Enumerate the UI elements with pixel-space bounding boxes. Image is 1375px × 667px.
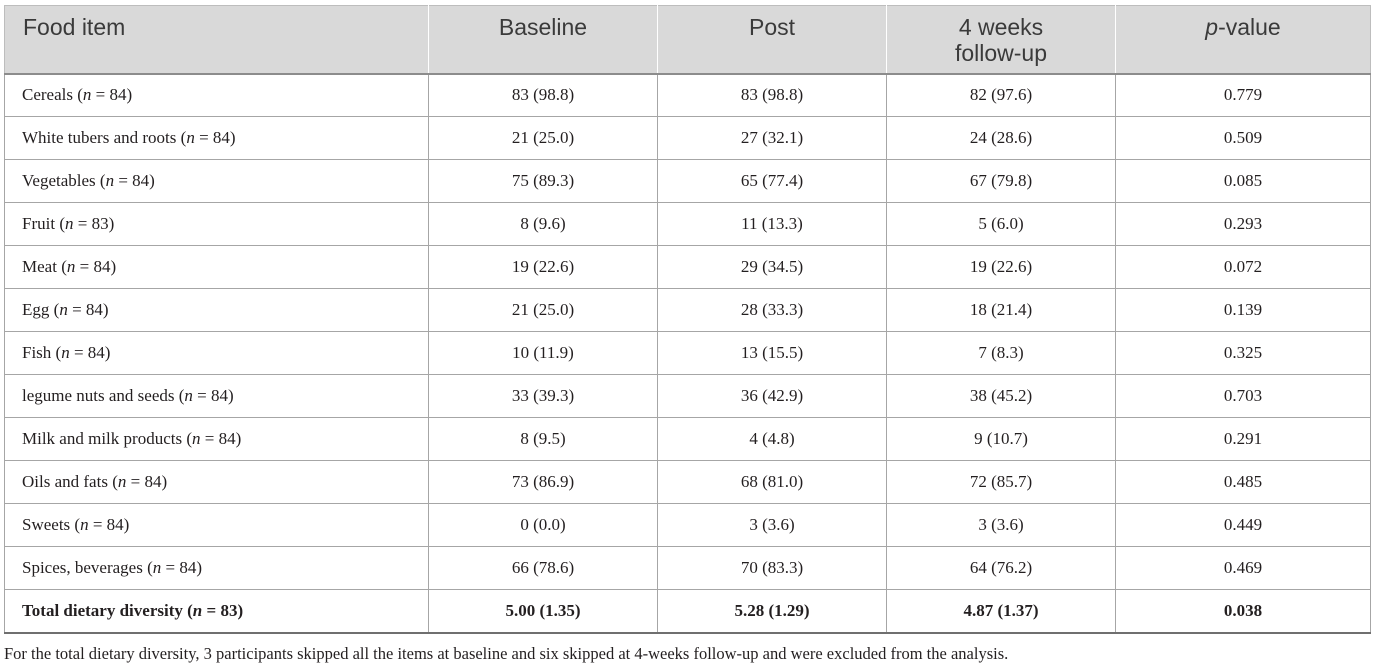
food-item-cell: [5, 117, 429, 160]
post-cell: 36 (42.9): [658, 375, 887, 418]
baseline-cell: 5.00 (1.35): [429, 590, 658, 633]
post-cell: 83 (98.8): [658, 74, 887, 117]
baseline-cell: 83 (98.8): [429, 74, 658, 117]
sample-size-open: (: [174, 386, 185, 405]
post-cell: 11 (13.3): [658, 203, 887, 246]
food-item-cell: [5, 246, 429, 289]
dietary-diversity-table: [4, 5, 1371, 634]
followup-cell: 64 (76.2): [887, 547, 1116, 590]
followup-cell: 82 (97.6): [887, 74, 1116, 117]
baseline-cell: 33 (39.3): [429, 375, 658, 418]
baseline-cell: 21 (25.0): [429, 117, 658, 160]
sample-size-value: = 84): [194, 128, 236, 147]
food-item-label: legume nuts and seeds: [22, 386, 175, 405]
header-pvalue-rest: -value: [1218, 14, 1281, 40]
baseline-cell: 8 (9.6): [429, 203, 658, 246]
sample-size-value: = 84): [75, 257, 117, 276]
followup-cell: 5 (6.0): [887, 203, 1116, 246]
sample-size-value: = 84): [114, 171, 155, 190]
sample-size-open: (: [142, 558, 153, 577]
followup-cell: 7 (8.3): [887, 332, 1116, 375]
food-item-label: Sweets: [22, 515, 71, 534]
post-cell: 4 (4.8): [658, 418, 887, 461]
food-item-cell: [5, 289, 429, 332]
sample-size-open: (: [182, 600, 193, 620]
pvalue-cell: 0.085: [1116, 160, 1371, 203]
sample-size-open: (: [49, 300, 60, 319]
sample-size-open: (: [72, 85, 83, 105]
followup-cell: 72 (85.7): [887, 461, 1116, 504]
followup-cell: 38 (45.2): [887, 375, 1116, 418]
pvalue-cell: 0.469: [1116, 547, 1371, 590]
post-cell: 3 (3.6): [658, 504, 887, 547]
sample-size-open: (: [107, 472, 118, 491]
followup-cell: 9 (10.7): [887, 418, 1116, 461]
total-row: [5, 590, 1371, 633]
pvalue-cell: 0.703: [1116, 375, 1371, 418]
food-item-label: Vegetables: [22, 171, 96, 190]
food-item-cell: [5, 547, 429, 590]
post-cell: 27 (32.1): [658, 117, 887, 160]
header-followup: [887, 6, 1116, 74]
sample-size-variable: n: [59, 300, 68, 319]
pvalue-cell: 0.449: [1116, 504, 1371, 547]
table-row: [5, 418, 1371, 461]
pvalue-cell: 0.779: [1116, 74, 1371, 117]
sample-size-value: = 84): [200, 429, 242, 448]
header-pvalue-italic: p: [1205, 14, 1219, 40]
sample-size-value: = 84): [161, 558, 203, 577]
food-item-label: Fruit: [22, 214, 56, 233]
sample-size-value: = 84): [91, 85, 133, 105]
followup-cell: 18 (21.4): [887, 289, 1116, 332]
pvalue-cell: 0.293: [1116, 203, 1371, 246]
food-item-label: Fish: [22, 343, 52, 362]
baseline-cell: 21 (25.0): [429, 289, 658, 332]
table-row: [5, 160, 1371, 203]
table-row: [5, 203, 1371, 246]
followup-cell: 19 (22.6): [887, 246, 1116, 289]
food-item-cell: [5, 203, 429, 246]
followup-cell: 4.87 (1.37): [887, 590, 1116, 633]
table-body: [5, 74, 1371, 633]
sample-size-variable: n: [64, 214, 74, 233]
sample-size-variable: n: [117, 472, 127, 491]
sample-size-variable: n: [66, 257, 76, 276]
post-cell: 13 (15.5): [658, 332, 887, 375]
baseline-cell: 8 (9.5): [429, 418, 658, 461]
table-footnote: For the total dietary diversity, 3 participants skipped all the items at baseline and six skipped at 4-weeks follow-up and were excluded from the analysis.: [4, 644, 1009, 663]
header-followup-line2: follow-up: [954, 40, 1048, 66]
sample-size-variable: n: [152, 558, 162, 577]
sample-size-open: (: [70, 515, 81, 534]
pvalue-cell: 0.485: [1116, 461, 1371, 504]
sample-size-open: (: [56, 257, 67, 276]
sample-size-variable: n: [192, 600, 203, 620]
post-cell: 5.28 (1.29): [658, 590, 887, 633]
baseline-cell: 66 (78.6): [429, 547, 658, 590]
food-item-label: Oils and fats: [22, 472, 108, 491]
food-item-label: Cereals: [22, 85, 73, 105]
post-cell: 28 (33.3): [658, 289, 887, 332]
sample-size-value: = 84): [69, 343, 111, 362]
food-item-label: Egg: [22, 300, 50, 319]
baseline-cell: 10 (11.9): [429, 332, 658, 375]
table-row: [5, 74, 1371, 117]
pvalue-cell: 0.291: [1116, 418, 1371, 461]
sample-size-open: (: [176, 128, 187, 147]
baseline-cell: 73 (86.9): [429, 461, 658, 504]
pvalue-cell: 0.509: [1116, 117, 1371, 160]
food-item-cell: [5, 504, 429, 547]
post-cell: 70 (83.3): [658, 547, 887, 590]
sample-size-value: = 84): [192, 386, 234, 405]
sample-size-variable: n: [80, 515, 89, 534]
food-item-cell: [5, 160, 429, 203]
food-item-label: Milk and milk products: [22, 429, 183, 448]
sample-size-value: = 84): [88, 515, 130, 534]
sample-size-open: (: [51, 343, 62, 362]
sample-size-open: (: [95, 171, 106, 190]
food-item-cell: [5, 375, 429, 418]
pvalue-cell: 0.072: [1116, 246, 1371, 289]
sample-size-open: (: [182, 429, 192, 448]
header-food-item: Food item: [5, 6, 429, 74]
table-row: [5, 332, 1371, 375]
sample-size-variable: n: [192, 429, 201, 448]
header-baseline: Baseline: [429, 6, 658, 74]
table-row: [5, 461, 1371, 504]
pvalue-cell: 0.038: [1116, 590, 1371, 633]
baseline-cell: 75 (89.3): [429, 160, 658, 203]
post-cell: 65 (77.4): [658, 160, 887, 203]
table-row: [5, 547, 1371, 590]
sample-size-variable: n: [82, 85, 92, 105]
post-cell: 68 (81.0): [658, 461, 887, 504]
food-item-label: Total dietary diversity: [22, 600, 183, 620]
sample-size-value: = 83): [73, 214, 115, 233]
baseline-cell: 0 (0.0): [429, 504, 658, 547]
pvalue-cell: 0.325: [1116, 332, 1371, 375]
sample-size-value: = 84): [126, 472, 168, 491]
food-item-cell: [5, 590, 429, 633]
dietary-diversity-table-container: [4, 5, 1370, 634]
post-cell: 29 (34.5): [658, 246, 887, 289]
sample-size-variable: n: [105, 171, 115, 190]
food-item-label: Spices, beverages: [22, 558, 143, 577]
followup-cell: 3 (3.6): [887, 504, 1116, 547]
baseline-cell: 19 (22.6): [429, 246, 658, 289]
header-post: Post: [658, 6, 887, 74]
table-row: [5, 117, 1371, 160]
table-header: [5, 6, 1371, 74]
header-pvalue: [1116, 6, 1371, 74]
header-followup-line1: 4 weeks: [958, 14, 1044, 40]
followup-cell: 24 (28.6): [887, 117, 1116, 160]
sample-size-open: (: [55, 214, 65, 233]
table-row: [5, 289, 1371, 332]
pvalue-cell: 0.139: [1116, 289, 1371, 332]
table-row: [5, 375, 1371, 418]
food-item-cell: [5, 418, 429, 461]
table-row: [5, 246, 1371, 289]
sample-size-value: = 83): [202, 600, 244, 620]
food-item-label: White tubers and roots: [22, 128, 177, 147]
table-row: [5, 504, 1371, 547]
sample-size-variable: n: [61, 343, 70, 362]
header-row: [5, 6, 1371, 74]
food-item-cell: [5, 332, 429, 375]
food-item-cell: [5, 74, 429, 117]
sample-size-value: = 84): [67, 300, 109, 319]
sample-size-variable: n: [184, 386, 193, 405]
followup-cell: 67 (79.8): [887, 160, 1116, 203]
food-item-cell: [5, 461, 429, 504]
food-item-label: Meat: [22, 257, 57, 276]
sample-size-variable: n: [186, 128, 195, 147]
